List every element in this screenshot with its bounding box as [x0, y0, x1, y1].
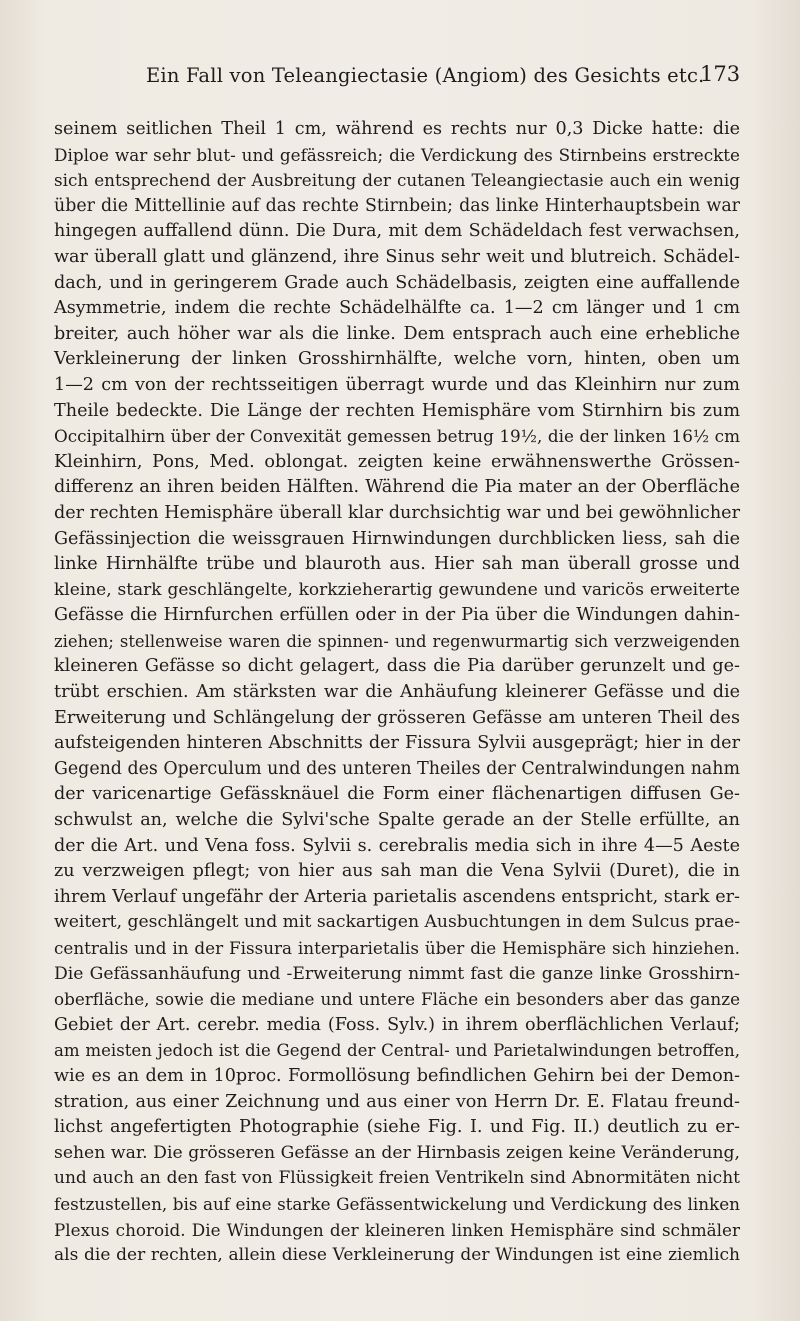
- text-line: oberfläche, sowie die mediane und untere Fläche ein besonders aber das ganze: [54, 989, 740, 1010]
- text-line: und auch an den fast von Flüssigkeit freien Ventrikeln sind Abnormitäten nicht: [54, 1168, 740, 1189]
- text-line: Die Gefässanhäufung und -Erweiterung nimmt fast die ganze linke Grosshirn-: [54, 963, 740, 984]
- text-line: am meisten jedoch ist die Gegend der Central- und Parietalwindungen betroffen,: [54, 1041, 740, 1061]
- text-line: der die Art. und Vena foss. Sylvii s. cerebralis media sich in ihre 4—5 Aeste: [54, 835, 740, 856]
- text-line: aufsteigenden hinteren Abschnitts der Fissura Sylvii ausgeprägt; hier in der: [54, 733, 740, 754]
- text-line: lichst angefertigten Photographie (siehe Fig. I. und Fig. II.) deutlich zu er-: [54, 1117, 740, 1138]
- running-head: [0, 62, 800, 92]
- text-line: Theile bedeckte. Die Länge der rechten Hemisphäre vom Stirnhirn bis zum: [54, 400, 740, 421]
- text-line: stration, aus einer Zeichnung und aus einer von Herrn Dr. E. Flatau freund-: [54, 1091, 740, 1112]
- text-line: weitert, geschlängelt und mit sackartigen Ausbuchtungen in dem Sulcus prae-: [54, 912, 741, 933]
- text-line: Plexus choroid. Die Windungen der kleineren linken Hemisphäre sind schmäler: [54, 1219, 740, 1240]
- text-line: ihrem Verlauf ungefähr der Arteria parietalis ascendens entspricht, stark er-: [54, 886, 740, 907]
- text-line: war überall glatt und glänzend, ihre Sinus sehr weit und blutreich. Schädel-: [54, 246, 740, 267]
- text-line: seinem seitlichen Theil 1 cm, während es rechts nur 0,3 Dicke hatte: die: [54, 119, 740, 139]
- text-line: Diploe war sehr blut- und gefässreich; die Verdickung des Stirnbeins erstreckte: [54, 144, 740, 165]
- text-line: wie es an dem in 10proc. Formollösung befindlichen Gehirn bei der Demon-: [54, 1065, 740, 1086]
- text-line: Gefässinjection die weissgrauen Hirnwindungen durchblicken liess, sah die: [54, 528, 740, 549]
- text-line: [54, 1269, 740, 1295]
- text-line: hingegen auffallend dünn. Die Dura, mit dem Schädeldach fest verwachsen,: [54, 221, 740, 242]
- text-line: Erweiterung und Schlängelung der grösseren Gefässe am unteren Theil des: [54, 707, 740, 728]
- body-text: [54, 117, 740, 1294]
- text-line: Verkleinerung der linken Grosshirnhälfte, welche vorn, hinten, oben um: [54, 349, 740, 370]
- text-line: festzustellen, bis auf eine starke Gefässentwickelung und Verdickung des linken: [54, 1193, 740, 1214]
- text-line: centralis und in der Fissura interparietalis über die Hemisphäre sich hinziehen.: [54, 938, 740, 958]
- text-line: kleineren Gefässe so dicht gelagert, dass die Pia darüber gerunzelt und ge-: [54, 656, 740, 677]
- running-head-title: Ein Fall von Teleangiectasie (Angiom) des Gesichts etc.: [146, 64, 705, 87]
- text-line: kleine, stark geschlängelte, korkzieherartig gewundene und varicös erweiterte: [54, 579, 740, 600]
- text-line: trübt erschien. Am stärksten war die Anhäufung kleinerer Gefässe und die: [54, 682, 740, 703]
- text-line: linke Hirnhälfte trübe und blauroth aus. Hier sah man überall grosse und: [54, 554, 740, 575]
- text-line: zu verzweigen pflegt; von hier aus sah man die Vena Sylvii (Duret), die in: [54, 861, 740, 882]
- text-line: Gegend des Operculum und des unteren Theiles der Centralwindungen nahm: [54, 758, 740, 779]
- text-line: Kleinhirn, Pons, Med. oblongat. zeigten keine erwähnenswerthe Grössen-: [54, 451, 740, 472]
- text-line: differenz an ihren beiden Hälften. Während die Pia mater an der Oberfläche: [54, 477, 740, 498]
- text-line: schwulst an, welche die Sylvi'sche Spalte gerade an der Stelle erfüllte, an: [54, 810, 740, 831]
- text-line: ziehen; stellenweise waren die spinnen- und regenwurmartig sich verzweigenden: [54, 631, 740, 651]
- text-line: Gefässe die Hirnfurchen erfüllen oder in der Pia über die Windungen dahin-: [54, 605, 740, 626]
- text-line: dach, und in geringerem Grade auch Schädelbasis, zeigten eine auffallende: [54, 272, 740, 293]
- text-line: breiter, auch höher war als die linke. Dem entsprach auch eine erhebliche: [54, 323, 740, 344]
- text-line: Gebiet der Art. cerebr. media (Foss. Sylv.) in ihrem oberflächlichen Verlauf;: [54, 1014, 740, 1035]
- text-line: der varicenartige Gefässknäuel die Form einer flächenartigen diffusen Ge-: [54, 784, 740, 805]
- text-line: über die Mittellinie auf das rechte Stirnbein; das linke Hinterhauptsbein war: [54, 195, 740, 216]
- text-line: der rechten Hemisphäre überall klar durchsichtig war und bei gewöhnlicher: [54, 502, 740, 523]
- text-line: Asymmetrie, indem die rechte Schädelhälfte ca. 1—2 cm länger und 1 cm: [54, 298, 740, 319]
- text-line: als die der rechten, allein diese Verkleinerung der Windungen ist eine ziemlich: [54, 1245, 740, 1266]
- text-line: Occipitalhirn über der Convexität gemessen betrug 19½, die der linken 16½ cm: [54, 426, 740, 447]
- page-number: 173: [700, 62, 741, 86]
- text-line: sehen war. Die grösseren Gefässe an der Hirnbasis zeigen keine Veränderung,: [54, 1142, 740, 1163]
- text-line: sich entsprechend der Ausbreitung der cutanen Teleangiectasie auch ein wenig: [54, 170, 740, 191]
- text-line: 1—2 cm von der rechtsseitigen überragt wurde und das Kleinhirn nur zum: [54, 374, 740, 395]
